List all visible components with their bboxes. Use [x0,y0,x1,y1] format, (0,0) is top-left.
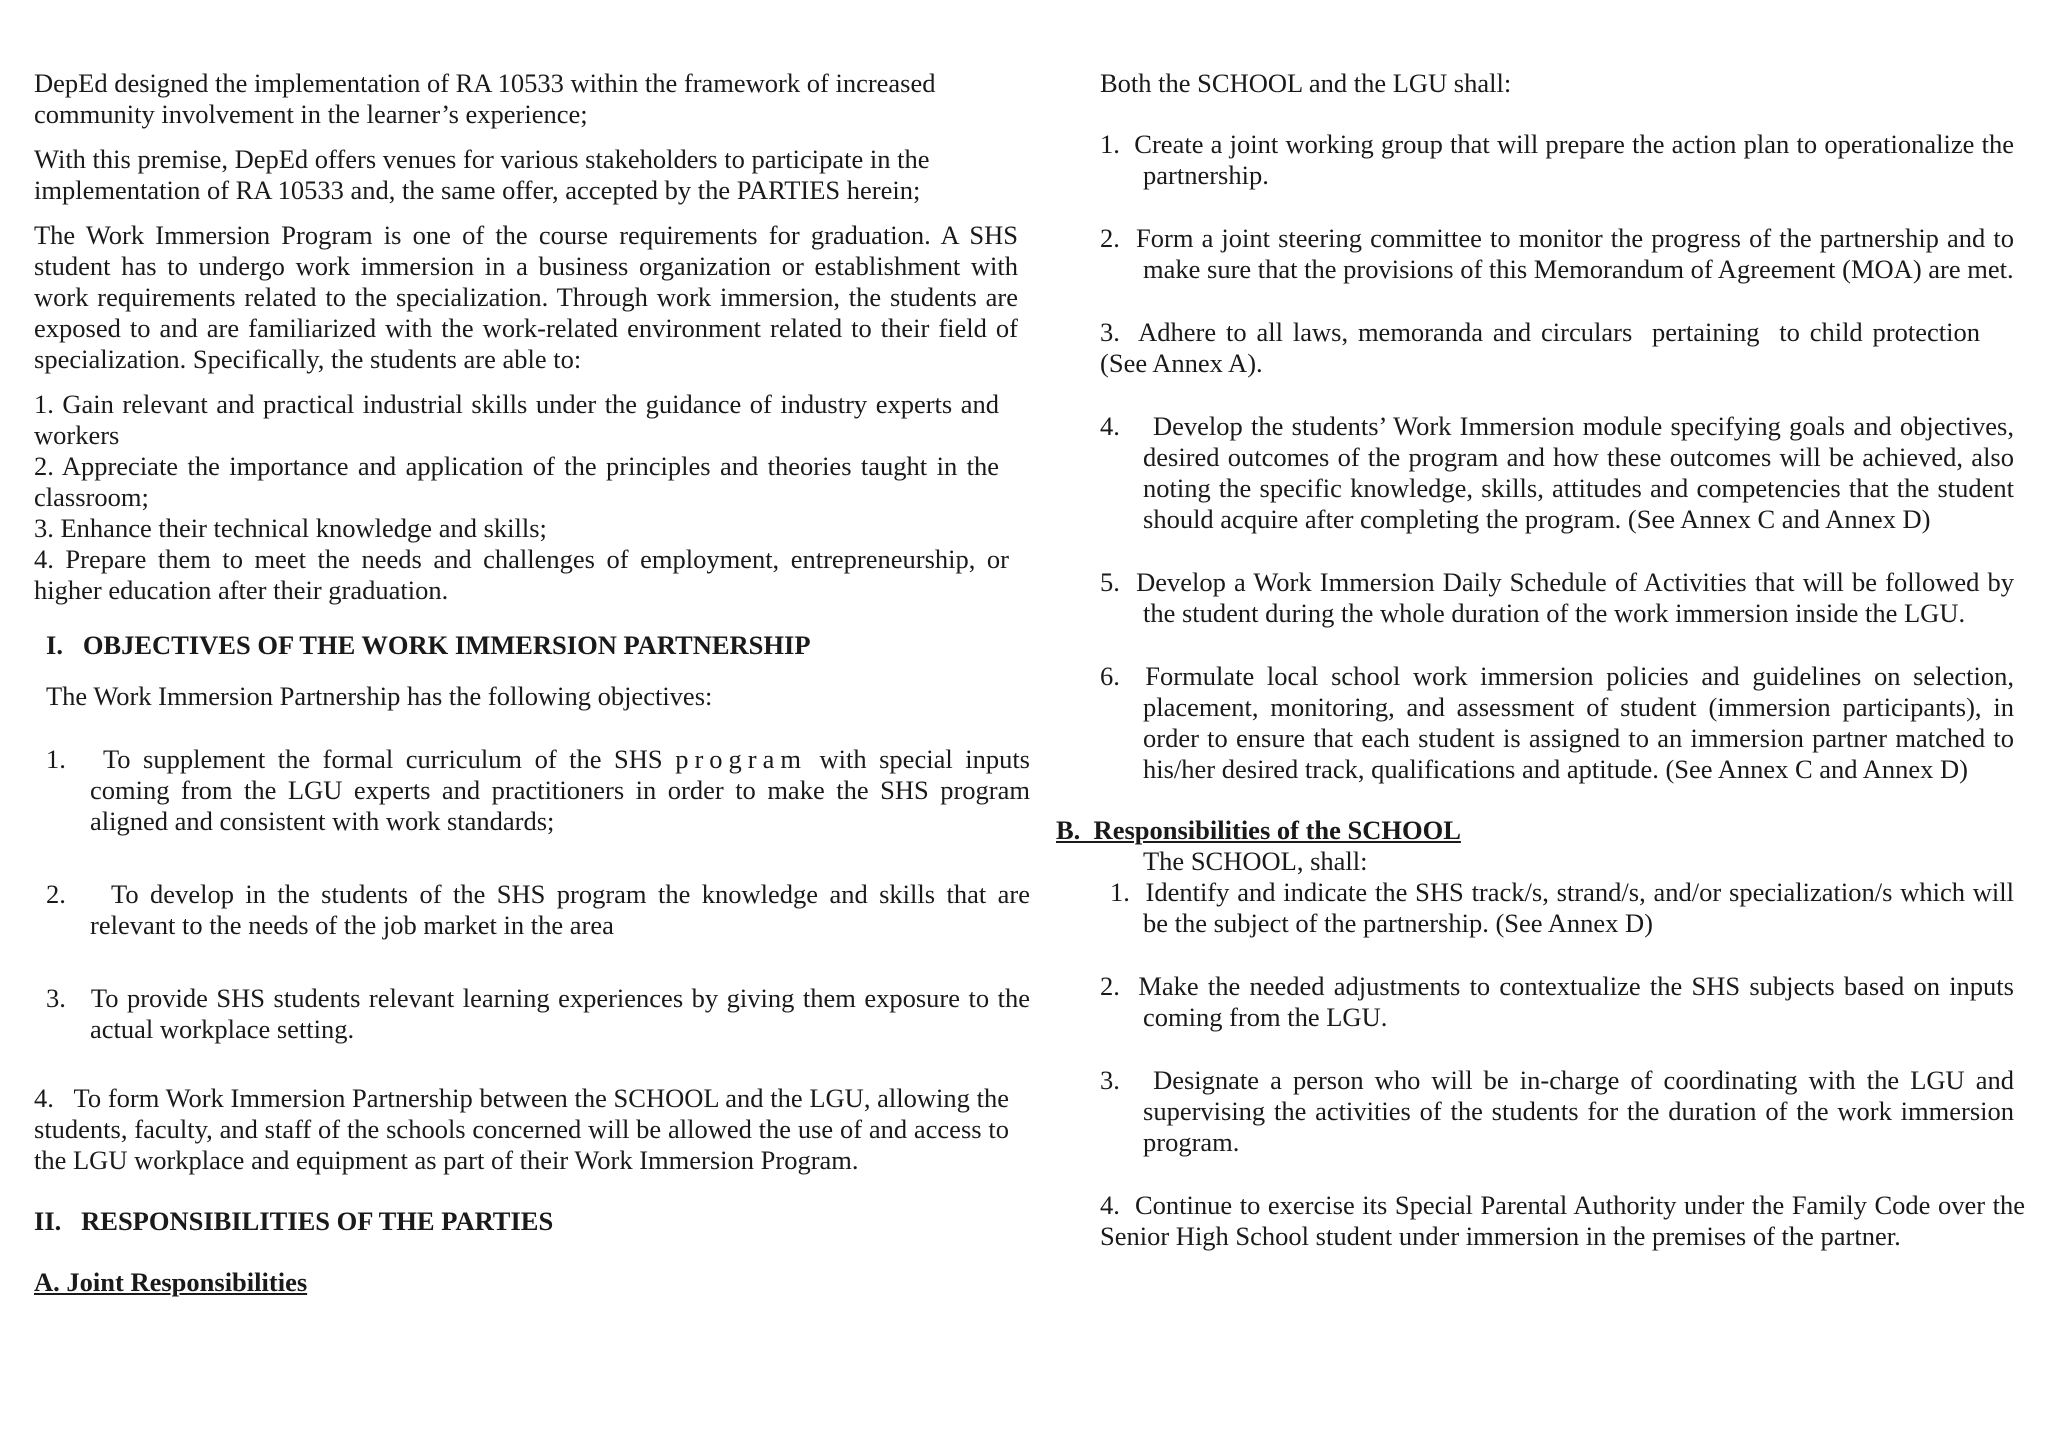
objective-1-text-spaced: program [675,744,807,774]
objectives-intro: The Work Immersion Partnership has the following objectives: [46,681,713,711]
paragraph-deped-design: DepEd designed the implementation of RA 10533 within the framework of increased community involvement in the learner’s experience; [34,68,936,129]
section-heading-objectives: I. OBJECTIVES OF THE WORK IMMERSION PARTNERSHIP [46,630,811,660]
paragraph-premise: With this premise, DepEd offers venues for various stakeholders to participate in the implementation of RA 10533 and, the same offer, accepted by the PARTIES herein; [34,144,930,205]
joint-item-4: 4. Develop the students’ Work Immersion module specifying goals and objectives, desired outcomes of the program and how these outcomes will be achieved, also noting the specific knowledge, skills, attitudes and competencies that the student should acquire after completing the program. (See Annex C and Annex D) [1100,411,2021,534]
joint-item-5: 5. Develop a Work Immersion Daily Schedule of Activities that will be followed by the student during the whole duration of the work immersion inside the LGU. [1100,567,2021,628]
school-item-2: 2. Make the needed adjustments to contextualize the SHS subjects based on inputs coming from the LGU. [1100,971,2021,1032]
right-column [1056,68,2032,1252]
left-column [34,68,1037,1298]
objective-item-4: 4. To form Work Immersion Partnership between the SCHOOL and the LGU, allowing the students, faculty, and staff of the schools concerned will be allowed the use of and access to the LGU workplace and equipment as part of their Work Immersion Program. [34,1083,1016,1175]
joint-item-6: 6. Formulate local school work immersion policies and guidelines on selection, placement, monitoring, and assessment of student (immersion participants), in order to ensure that each student is assigned to an immersion partner matched to his/her desired track, qualifications and aptitude. (See Annex C and Annex D) [1100,661,2021,784]
list-item: 1. Gain relevant and practical industrial skills under the guidance of industry experts and workers [34,389,999,450]
able-to-list [34,389,1018,606]
school-intro: The SCHOOL, shall: [1143,846,1368,876]
paragraph-work-immersion-program: The Work Immersion Program is one of the course requirements for graduation. A SHS student has to undergo work immersion in a business organization or establishment with work requirements related to the specialization. Through work immersion, the students are exposed to and are familiarized with the work-related environment related to their field of specialization. Specifically, the students are able to: [34,220,1018,374]
objective-1-text-b: with special inputs coming from the LGU experts and practitioners in order to make the SHS program aligned and consistent with work standards; [90,744,1037,836]
school-item-1: 1. Identify and indicate the SHS track/s, strand/s, and/or specialization/s which will be the subject of the partnership. (See Annex D) [1110,877,2021,938]
list-item: 4. Prepare them to meet the needs and challenges of employment, entrepreneurship, or higher education after their graduation. [34,544,1009,605]
joint-item-3: 3. Adhere to all laws, memoranda and circulars pertaining to child protection (See Annex A). [1100,317,1987,378]
list-item: 2. Appreciate the importance and application of the principles and theories taught in the classroom; [34,451,999,512]
list-item: 3. Enhance their technical knowledge and skills; [34,513,547,543]
school-item-3: 3. Designate a person who will be in-charge of coordinating with the LGU and supervising the activities of the students for the duration of the work immersion program. [1100,1065,2021,1157]
school-item-4: 4. Continue to exercise its Special Parental Authority under the Family Code over the Senior High School student under immersion in the premises of the partner. [1100,1190,2032,1251]
subsection-heading-school: B. Responsibilities of the SCHOOL [1056,815,1461,845]
objective-item-1 [46,744,1037,837]
objective-item-3: 3. To provide SHS students relevant learning experiences by giving them exposure to the actual workplace setting. [46,983,1037,1044]
joint-item-1: 1. Create a joint working group that will prepare the action plan to operationalize the partnership. [1100,129,2021,190]
objective-1-text-a: 1. To supplement the formal curriculum of the SHS [46,744,676,774]
joint-item-2: 2. Form a joint steering committee to monitor the progress of the partnership and to make sure that the provisions of this Memorandum of Agreement (MOA) are met. [1100,223,2021,284]
section-heading-responsibilities: II. RESPONSIBILITIES OF THE PARTIES [34,1206,554,1236]
objective-item-2: 2. To develop in the students of the SHS program the knowledge and skills that are relevant to the needs of the job market in the area [46,879,1037,940]
subsection-heading-joint: A. Joint Responsibilities [34,1267,308,1297]
joint-intro: Both the SCHOOL and the LGU shall: [1100,68,1512,98]
